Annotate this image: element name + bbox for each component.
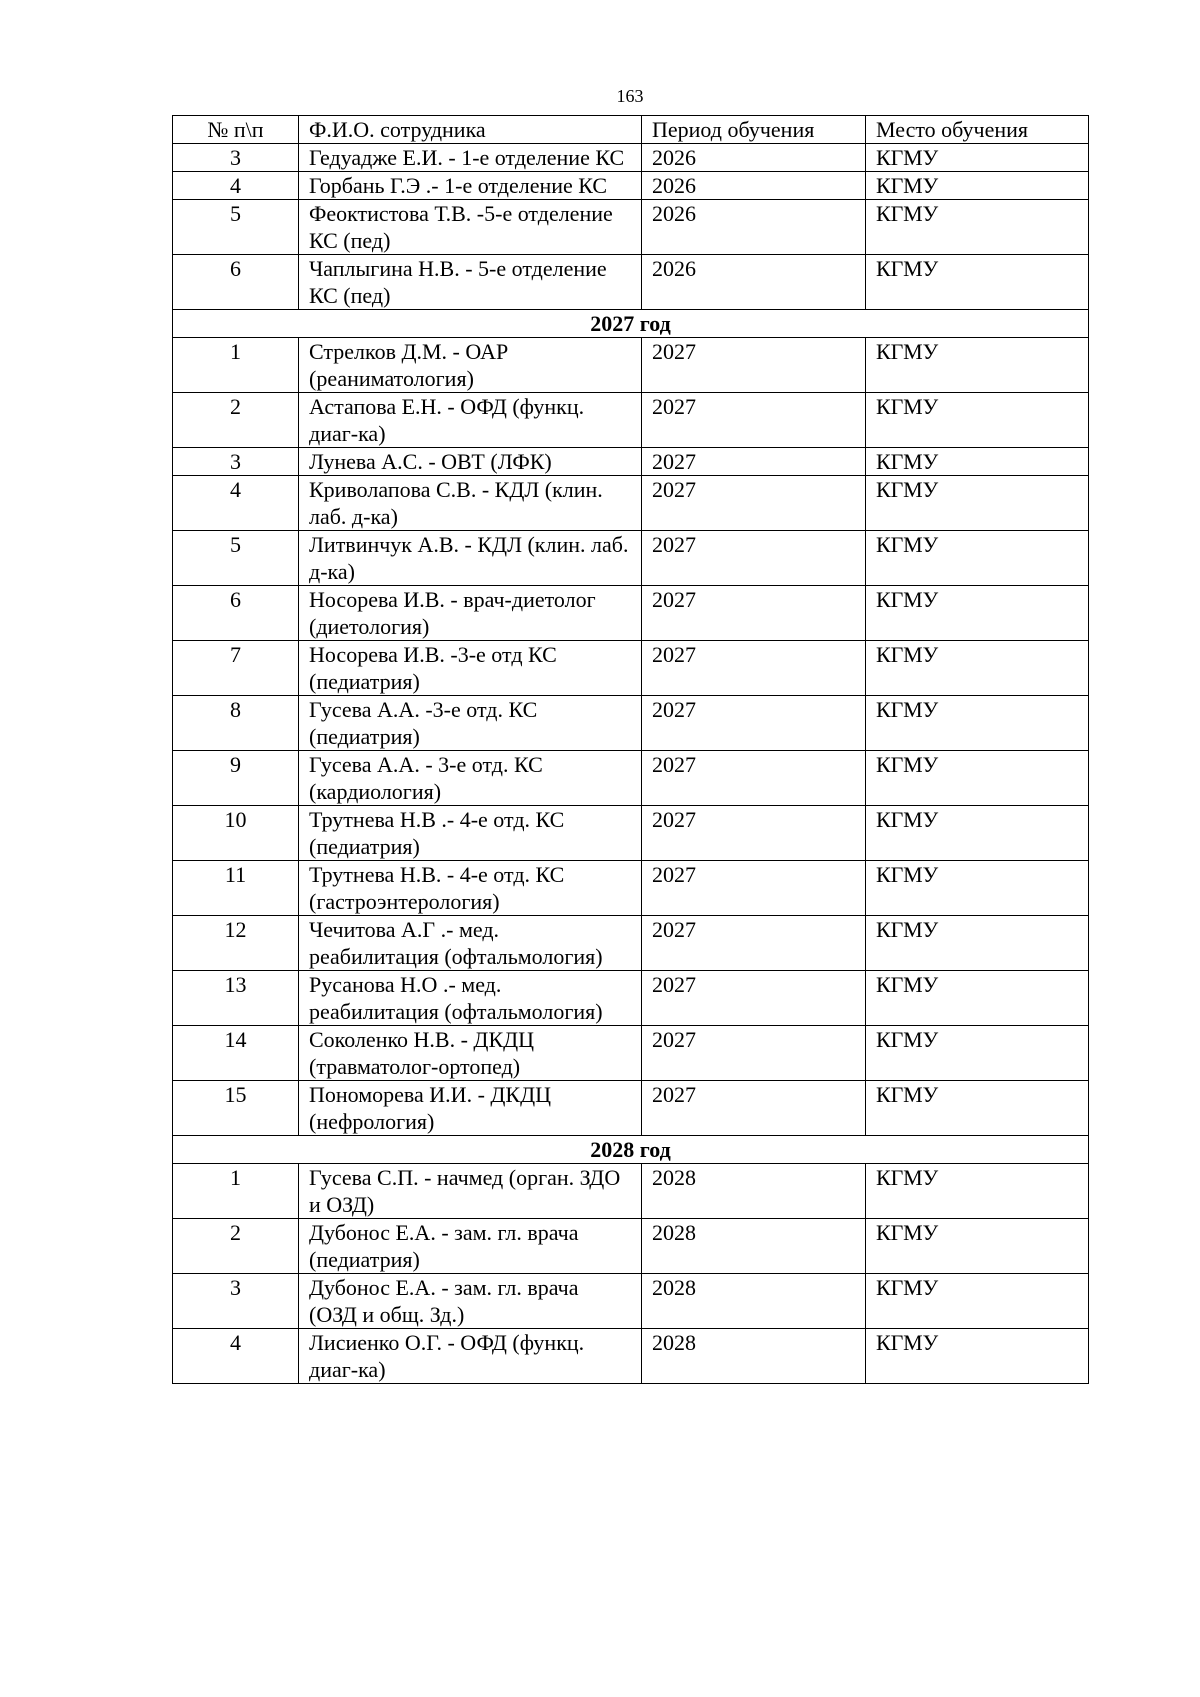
employee-name-cell: Соколенко Н.В. - ДКДЦ (травматолог-ортопед) [299,1026,642,1081]
training-period-cell: 2026 [642,172,866,200]
employee-name-cell: Трутнева Н.В .- 4-е отд. КС (педиатрия) [299,806,642,861]
training-period-cell: 2027 [642,476,866,531]
training-place-cell: КГМУ [866,861,1089,916]
row-number-cell: 5 [173,200,299,255]
table-row [173,144,1089,172]
row-number-cell: 2 [173,393,299,448]
employee-name-cell: Гусева С.П. - начмед (орган. ЗДО и ОЗД) [299,1164,642,1219]
row-number-cell: 3 [173,144,299,172]
table-row [173,338,1089,393]
row-number-cell: 2 [173,1219,299,1274]
training-period-cell: 2027 [642,1026,866,1081]
table-row [173,751,1089,806]
table-row [173,172,1089,200]
employee-name-cell: Чаплыгина Н.В. - 5-е отделение КС (пед) [299,255,642,310]
training-schedule-table [172,115,1089,1384]
employee-name-cell: Гусева А.А. -3-е отд. КС (педиатрия) [299,696,642,751]
employee-name-cell: Лунева А.С. - ОВТ (ЛФК) [299,448,642,476]
row-number-cell: 3 [173,1274,299,1329]
table-row [173,861,1089,916]
employee-name-cell: Феоктистова Т.В. -5-е отделение КС (пед) [299,200,642,255]
page-number: 163 [616,86,644,106]
employee-name-cell: Стрелков Д.М. - ОАР (реаниматология) [299,338,642,393]
training-period-cell: 2026 [642,200,866,255]
employee-name-cell: Русанова Н.О .- мед. реабилитация (офтальмология) [299,971,642,1026]
training-period-cell: 2027 [642,751,866,806]
training-place-cell: КГМУ [866,1164,1089,1219]
table-row [173,1164,1089,1219]
employee-name-cell: Носорева И.В. -3-е отд КС (педиатрия) [299,641,642,696]
training-place-cell: КГМУ [866,971,1089,1026]
table-row [173,806,1089,861]
training-period-cell: 2027 [642,531,866,586]
training-place-cell: КГМУ [866,1329,1089,1384]
training-place-cell: КГМУ [866,586,1089,641]
employee-name-cell: Литвинчук А.В. - КДЛ (клин. лаб. д-ка) [299,531,642,586]
row-number-cell: 7 [173,641,299,696]
training-period-cell: 2027 [642,448,866,476]
table-row [173,531,1089,586]
row-number-cell: 11 [173,861,299,916]
training-place-cell: КГМУ [866,806,1089,861]
training-period-cell: 2028 [642,1219,866,1274]
row-number-cell: 1 [173,338,299,393]
table-row [173,255,1089,310]
employee-name-cell: Горбань Г.Э .- 1-е отделение КС [299,172,642,200]
training-place-cell: КГМУ [866,1219,1089,1274]
training-place-cell: КГМУ [866,1274,1089,1329]
training-place-cell: КГМУ [866,144,1089,172]
row-number-cell: 1 [173,1164,299,1219]
table-row [173,1026,1089,1081]
row-number-cell: 12 [173,916,299,971]
training-place-cell: КГМУ [866,531,1089,586]
table-row [173,1329,1089,1384]
table-row [173,448,1089,476]
training-place-cell: КГМУ [866,448,1089,476]
training-place-cell: КГМУ [866,751,1089,806]
training-place-cell: КГМУ [866,393,1089,448]
employee-name-cell: Дубонос Е.А. - зам. гл. врача (ОЗД и общ. Зд.) [299,1274,642,1329]
employee-name-cell: Носорева И.В. - врач-диетолог (диетология) [299,586,642,641]
training-period-cell: 2027 [642,1081,866,1136]
table-row [173,393,1089,448]
table-row [173,476,1089,531]
row-number-cell: 10 [173,806,299,861]
training-period-cell: 2028 [642,1329,866,1384]
row-number-cell: 4 [173,1329,299,1384]
row-number-cell: 3 [173,448,299,476]
training-period-cell: 2027 [642,971,866,1026]
table-row [173,1219,1089,1274]
table-row [173,1274,1089,1329]
year-section-row [173,310,1089,338]
training-period-cell: 2026 [642,144,866,172]
row-number-cell: 9 [173,751,299,806]
employee-name-cell: Трутнева Н.В. - 4-е отд. КС (гастроэнтерология) [299,861,642,916]
year-section-row [173,1136,1089,1164]
training-period-cell: 2026 [642,255,866,310]
training-place-cell: КГМУ [866,172,1089,200]
employee-name-cell: Лисиенко О.Г. - ОФД (функц. диаг-ка) [299,1329,642,1384]
training-place-cell: КГМУ [866,1081,1089,1136]
employee-name-cell: Гедуадже Е.И. - 1-е отделение КС [299,144,642,172]
training-period-cell: 2027 [642,696,866,751]
row-number-cell: 14 [173,1026,299,1081]
training-period-cell: 2027 [642,586,866,641]
training-period-cell: 2027 [642,806,866,861]
row-number-cell: 13 [173,971,299,1026]
table-row [173,641,1089,696]
training-period-cell: 2027 [642,861,866,916]
training-period-cell: 2027 [642,338,866,393]
training-place-cell: КГМУ [866,200,1089,255]
table-row [173,696,1089,751]
training-period-cell: 2027 [642,641,866,696]
employee-name-cell: Гусева А.А. - 3-е отд. КС (кардиология) [299,751,642,806]
row-number-cell: 4 [173,172,299,200]
employee-name-cell: Криволапова С.В. - КДЛ (клин. лаб. д-ка) [299,476,642,531]
table-row [173,1081,1089,1136]
column-header-number: № п\п [173,116,299,144]
training-place-cell: КГМУ [866,641,1089,696]
row-number-cell: 8 [173,696,299,751]
training-period-cell: 2028 [642,1164,866,1219]
training-place-cell: КГМУ [866,476,1089,531]
employee-name-cell: Астапова Е.Н. - ОФД (функц. диаг-ка) [299,393,642,448]
training-period-cell: 2027 [642,393,866,448]
table-row [173,200,1089,255]
table-header-row [173,116,1089,144]
table-row [173,916,1089,971]
row-number-cell: 4 [173,476,299,531]
column-header-place: Место обучения [866,116,1089,144]
row-number-cell: 6 [173,586,299,641]
table-body [173,144,1089,1384]
employee-name-cell: Чечитова А.Г .- мед. реабилитация (офтальмология) [299,916,642,971]
training-period-cell: 2027 [642,916,866,971]
employee-name-cell: Пономорева И.И. - ДКДЦ (нефрология) [299,1081,642,1136]
column-header-period: Период обучения [642,116,866,144]
training-place-cell: КГМУ [866,338,1089,393]
table-row [173,586,1089,641]
training-place-cell: КГМУ [866,916,1089,971]
row-number-cell: 6 [173,255,299,310]
year-section-label: 2027 год [173,310,1089,338]
row-number-cell: 5 [173,531,299,586]
table-row [173,971,1089,1026]
training-place-cell: КГМУ [866,696,1089,751]
column-header-name: Ф.И.О. сотрудника [299,116,642,144]
row-number-cell: 15 [173,1081,299,1136]
training-place-cell: КГМУ [866,255,1089,310]
year-section-label: 2028 год [173,1136,1089,1164]
training-period-cell: 2028 [642,1274,866,1329]
employee-name-cell: Дубонос Е.А. - зам. гл. врача (педиатрия) [299,1219,642,1274]
training-place-cell: КГМУ [866,1026,1089,1081]
